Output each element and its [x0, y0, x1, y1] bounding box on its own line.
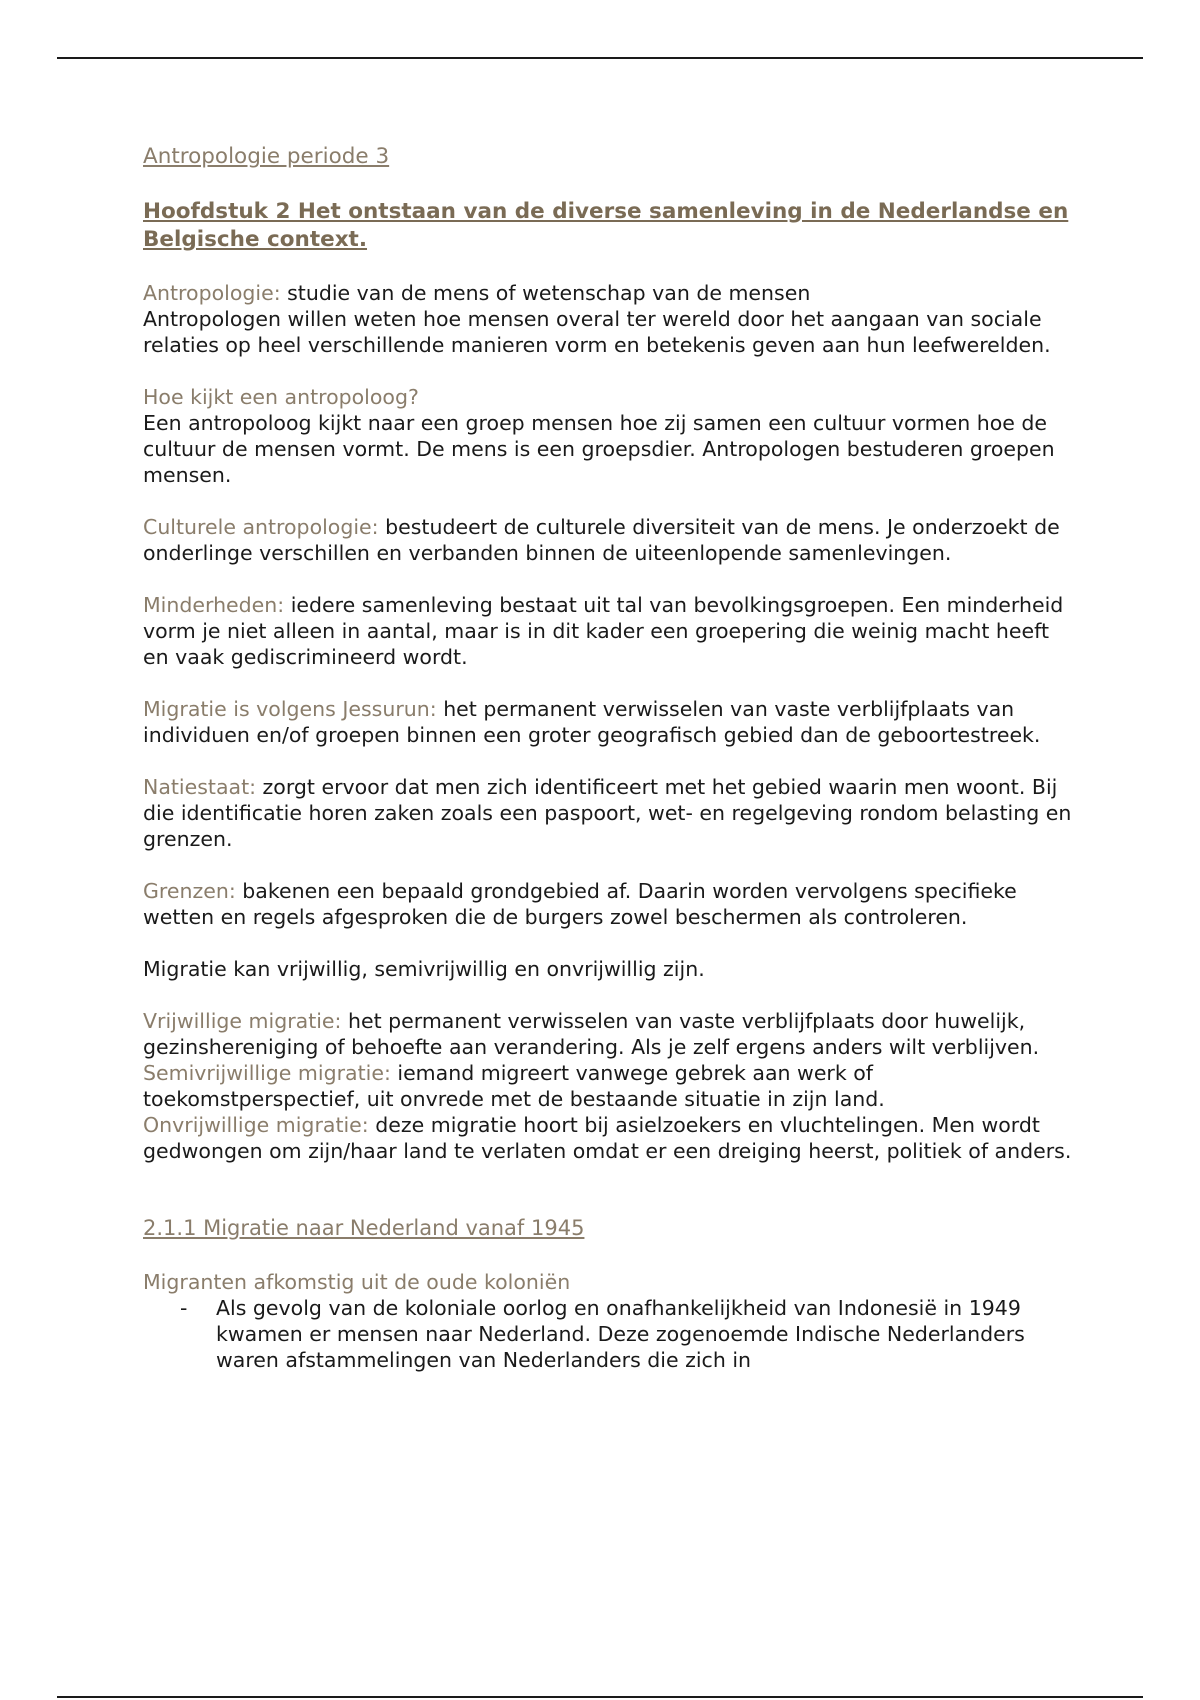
- document-title: Antropologie periode 3: [143, 144, 390, 169]
- definition-text: bestudeert de culturele diversiteit van de mens. Je onderzoekt de onderlinge verschillen en verbanden binnen de uiteenlopende samenlevingen.: [143, 515, 1060, 565]
- chapter-title: Hoofdstuk 2 Het ontstaan van de diverse samenleving in de Nederlandse en Belgische context.: [143, 199, 1069, 252]
- definition-natiestaat: [143, 774, 1073, 852]
- definition-text: bakenen een bepaald grondgebied af. Daarin worden vervolgens specifieke wetten en regels afgesproken die de burgers zowel beschermen als controleren.: [143, 879, 1017, 929]
- definition-semivrijwillige-migratie: [143, 1060, 1073, 1112]
- term-semivrijwillige-migratie: Semivrijwillige migratie:: [143, 1061, 391, 1085]
- term-grenzen: Grenzen:: [143, 879, 236, 903]
- list-item: [143, 1295, 1073, 1373]
- term-minderheden: Minderheden:: [143, 593, 285, 617]
- definition-hoe-kijkt-text: Een antropoloog kijkt naar een groep mensen hoe zij samen een cultuur vormen hoe de cultuur de mensen vormt. De mens is een groepsdier. Antropologen bestuderen groepen mensen.: [143, 411, 1055, 487]
- definition-text: zorgt ervoor dat men zich identificeert met het gebied waarin men woont. Bij die identificatie horen zaken zoals een paspoort, wet- en regelgeving rondom belasting en grenzen.: [143, 775, 1072, 851]
- term-natiestaat: Natiestaat:: [143, 775, 257, 799]
- definition-antropologie: [143, 280, 1073, 306]
- definition-text: het permanent verwisselen van vaste verblijfplaats van individuen en/of groepen binnen een groter geografisch gebied dan de geboortestreek.: [143, 697, 1041, 747]
- definition-grenzen: [143, 878, 1073, 930]
- definition-text: iedere samenleving bestaat uit tal van bevolkingsgroepen. Een minderheid vorm je niet alleen in aantal, maar is in dit kader een groepering die weinig macht heeft en vaak gediscrimineerd wordt.: [143, 593, 1064, 669]
- document-body: [143, 143, 1073, 1373]
- definition-migratie-jessurun: [143, 696, 1073, 748]
- migration-types-intro: Migratie kan vrijwillig, semivrijwillig en onvrijwillig zijn.: [143, 957, 705, 981]
- definition-text: het permanent verwisselen van vaste verblijfplaats door huwelijk, gezinshereniging of behoefte aan verandering. Als je zelf ergens anders wilt verblijven.: [143, 1009, 1040, 1059]
- definition-vrijwillige-migratie: [143, 1008, 1073, 1060]
- term-culturele-antropologie: Culturele antropologie:: [143, 515, 379, 539]
- header-rule: [57, 57, 1143, 59]
- term-onvrijwillige-migratie: Onvrijwillige migratie:: [143, 1113, 369, 1137]
- footer-rule: [57, 1696, 1143, 1698]
- term-vrijwillige-migratie: Vrijwillige migratie:: [143, 1009, 342, 1033]
- definition-text: iemand migreert vanwege gebrek aan werk of toekomstperspectief, uit onvrede met de bestaande situatie in zijn land.: [143, 1061, 885, 1111]
- definition-text: deze migratie hoort bij asielzoekers en vluchtelingen. Men wordt gedwongen om zijn/haar land te verlaten omdat er een dreiging heerst, politiek of anders.: [143, 1113, 1072, 1163]
- list-item-text: Als gevolg van de koloniale oorlog en onafhankelijkheid van Indonesië in 1949 kwamen er mensen naar Nederland. Deze zogenoemde Indische Nederlanders waren afstammelingen van Nederlanders die zich in: [216, 1296, 1025, 1372]
- definition-text: studie van de mens of wetenschap van de mensen: [280, 281, 811, 305]
- term-hoe-kijkt: Hoe kijkt een antropoloog?: [143, 385, 419, 409]
- bullet-dash: -: [180, 1296, 188, 1320]
- definition-antropologie-continuation: Antropologen willen weten hoe mensen overal ter wereld door het aangaan van sociale relaties op heel verschillende manieren vorm en betekenis geven aan hun leefwerelden.: [143, 307, 1051, 357]
- section-title: 2.1.1 Migratie naar Nederland vanaf 1945: [143, 1216, 585, 1240]
- term-migratie-jessurun: Migratie is volgens Jessurun:: [143, 697, 437, 721]
- section-subheading: Migranten afkomstig uit de oude koloniën: [143, 1270, 571, 1294]
- definition-minderheden: [143, 592, 1073, 670]
- term-antropologie: Antropologie:: [143, 281, 281, 305]
- definition-culturele-antropologie: [143, 514, 1073, 566]
- bullet-list: [143, 1295, 1073, 1373]
- definition-onvrijwillige-migratie: [143, 1112, 1073, 1164]
